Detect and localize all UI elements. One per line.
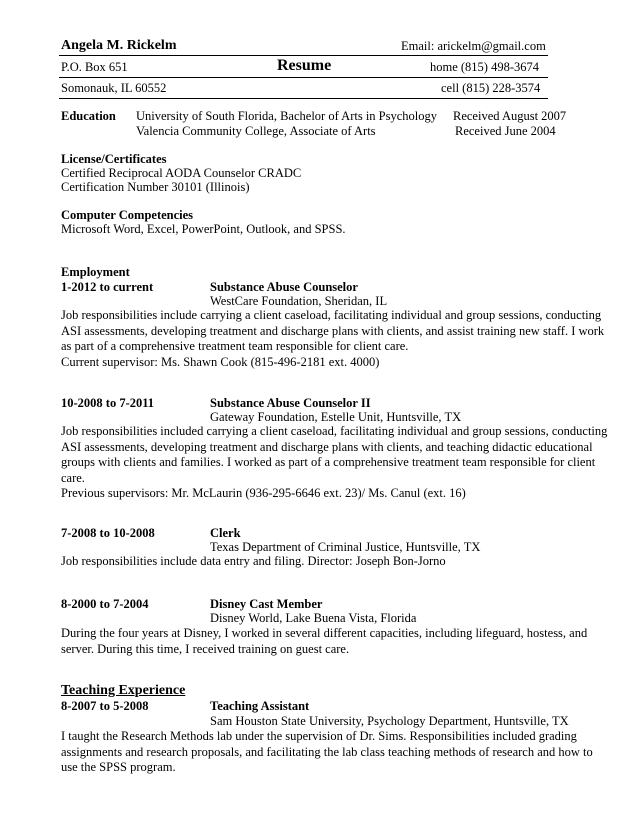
job-title: Substance Abuse Counselor [210,280,358,294]
job-description-line: During the four years at Disney, I worked in several different capacities, including lifeguard, hostess, and [61,626,588,640]
job-dates: 8-2000 to 7-2004 [61,597,149,611]
job-description-line: ASI assessments, developing treatment and discharge plans with clients, and assist training new staff. I work [61,323,605,338]
job-description-line: groups with clients and families. I worked as part of a comprehensive treatment team responsible for client [61,455,596,469]
job-description [61,424,621,502]
job-description-line: Job responsibilities included carrying a client caseload, facilitating individual and group sessions, conducting [61,424,608,438]
job-organization: WestCare Foundation, Sheridan, IL [210,294,388,308]
header-divider-middle [59,77,548,78]
job-description-line: ASI assessments, developing treatment and discharge plans with clients, and teaching didactic educational [61,439,593,454]
job-dates: 10-2008 to 7-2011 [61,396,155,410]
education-school-1: University of South Florida, Bachelor of Arts in Psychology [136,109,438,123]
license-line-2: Certification Number 30101 (Illinois) [61,180,250,194]
header-divider-bottom [59,98,548,99]
email-text: Email: arickelm@gmail.com [401,39,546,53]
education-school-2: Valencia Community College, Associate of Arts [136,124,376,138]
computer-heading: Computer Competencies [61,208,194,222]
teaching-description-line: assignments and research proposals, and facilitating the lab class teaching methods of research and how to [61,744,593,759]
teaching-description-line: use the SPSS program. [61,760,176,774]
job-organization: Disney World, Lake Buena Vista, Florida [210,611,417,625]
job-title: Substance Abuse Counselor II [210,396,371,410]
address-line-2: Somonauk, IL 60552 [61,81,167,95]
job-description [61,626,621,657]
address-line-1: P.O. Box 651 [61,60,128,74]
teaching-description [61,729,621,776]
job-organization: Gateway Foundation, Estelle Unit, Huntsville, TX [210,410,462,424]
computer-text: Microsoft Word, Excel, PowerPoint, Outlook, and SPSS. [61,222,346,236]
home-phone: home (815) 498-3674 [430,60,540,74]
teaching-description-line: I taught the Research Methods lab under the supervision of Dr. Sims. Responsibilities included grading [61,729,577,743]
job-description [61,308,621,370]
job-description-line: Previous supervisors: Mr. McLaurin (936-295-6646 ext. 23)/ Ms. Canul (ext. 16) [61,486,466,500]
license-heading: License/Certificates [61,152,167,166]
job-dates: 1-2012 to current [61,280,154,294]
job-description-line: server. During this time, I received training on guest care. [61,641,350,656]
employment-heading: Employment [61,265,130,279]
license-line-1: Certified Reciprocal AODA Counselor CRADC [61,166,302,180]
job-description-line: Current supervisor: Ms. Shawn Cook (815-496-2181 ext. 4000) [61,354,380,369]
teaching-dates: 8-2007 to 5-2008 [61,699,149,713]
resume-title: Resume [277,57,332,74]
job-organization: Texas Department of Criminal Justice, Huntsville, TX [210,540,481,554]
teaching-organization: Sam Houston State University, Psychology Department, Huntsville, TX [210,714,569,728]
job-title: Clerk [210,526,241,540]
teaching-heading: Teaching Experience [61,683,186,698]
job-dates: 7-2008 to 10-2008 [61,526,155,540]
cell-phone: cell (815) 228-3574 [441,81,541,95]
job-description-line: Job responsibilities include data entry and filing. Director: Joseph Bon-Jorno [61,554,446,568]
applicant-name: Angela M. Rickelm [61,38,177,53]
job-description-line: Job responsibilities include carrying a client caseload, facilitating individual and group sessions, conducting [61,308,602,322]
education-date-2: Received June 2004 [455,124,556,138]
job-title: Disney Cast Member [210,597,323,611]
education-date-1: Received August 2007 [453,109,567,123]
header-divider-top [59,55,548,56]
job-description-line: as part of a comprehensive treatment team responsible for client care. [61,339,409,353]
job-description [61,554,621,570]
education-heading: Education [61,109,116,123]
teaching-title: Teaching Assistant [210,699,310,713]
job-description-line: care. [61,470,85,485]
